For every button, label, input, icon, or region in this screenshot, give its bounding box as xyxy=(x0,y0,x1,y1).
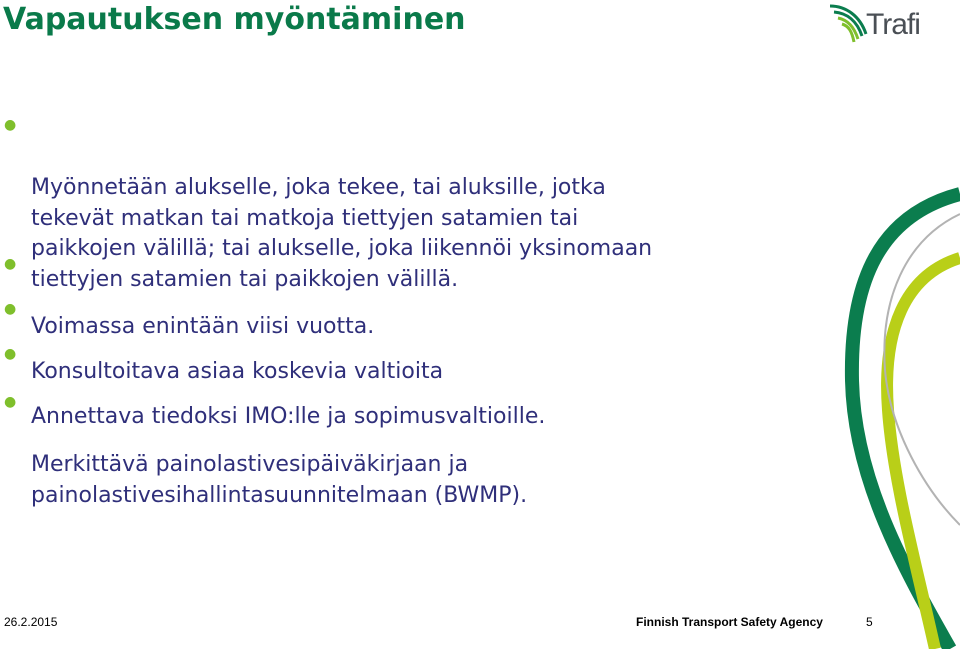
bullet-text: Konsultoitava asiaa koskevia valtioita xyxy=(31,359,444,384)
bullet-item xyxy=(4,389,791,511)
slide-title: Vapautuksen myöntäminen xyxy=(3,2,466,37)
logo-text: Trafi xyxy=(866,8,920,41)
bullet-dot-icon: ● xyxy=(4,394,17,410)
bullet-dot-icon: ● xyxy=(4,346,17,362)
bullet-text: Myönnetään alukselle, joka tekee, tai aluksille, jotka tekevät matkan tai matkoja tiettyjen satamien tai paikkojen välillä; tai alukselle, joka liikennöi yksinomaan tiettyjen satamien tai paikkojen välillä. xyxy=(31,175,653,292)
footer-agency: Finnish Transport Safety Agency xyxy=(636,615,823,629)
bullet-dot-icon: ● xyxy=(4,301,17,317)
footer-date: 26.2.2015 xyxy=(4,615,58,629)
bullet-dot-icon: ● xyxy=(4,117,17,133)
bullet-text: Voimassa enintään viisi vuotta. xyxy=(31,314,375,339)
footer-page-number: 5 xyxy=(866,615,873,629)
bullet-text: Merkittävä painolastivesipäiväkirjaan ja painolastivesihallintasuunnitelmaan (BWMP). xyxy=(31,452,528,508)
bullet-dot-icon: ● xyxy=(4,256,17,272)
bullet-text: Annettava tiedoksi IMO:lle ja sopimusvaltioille. xyxy=(31,404,546,429)
